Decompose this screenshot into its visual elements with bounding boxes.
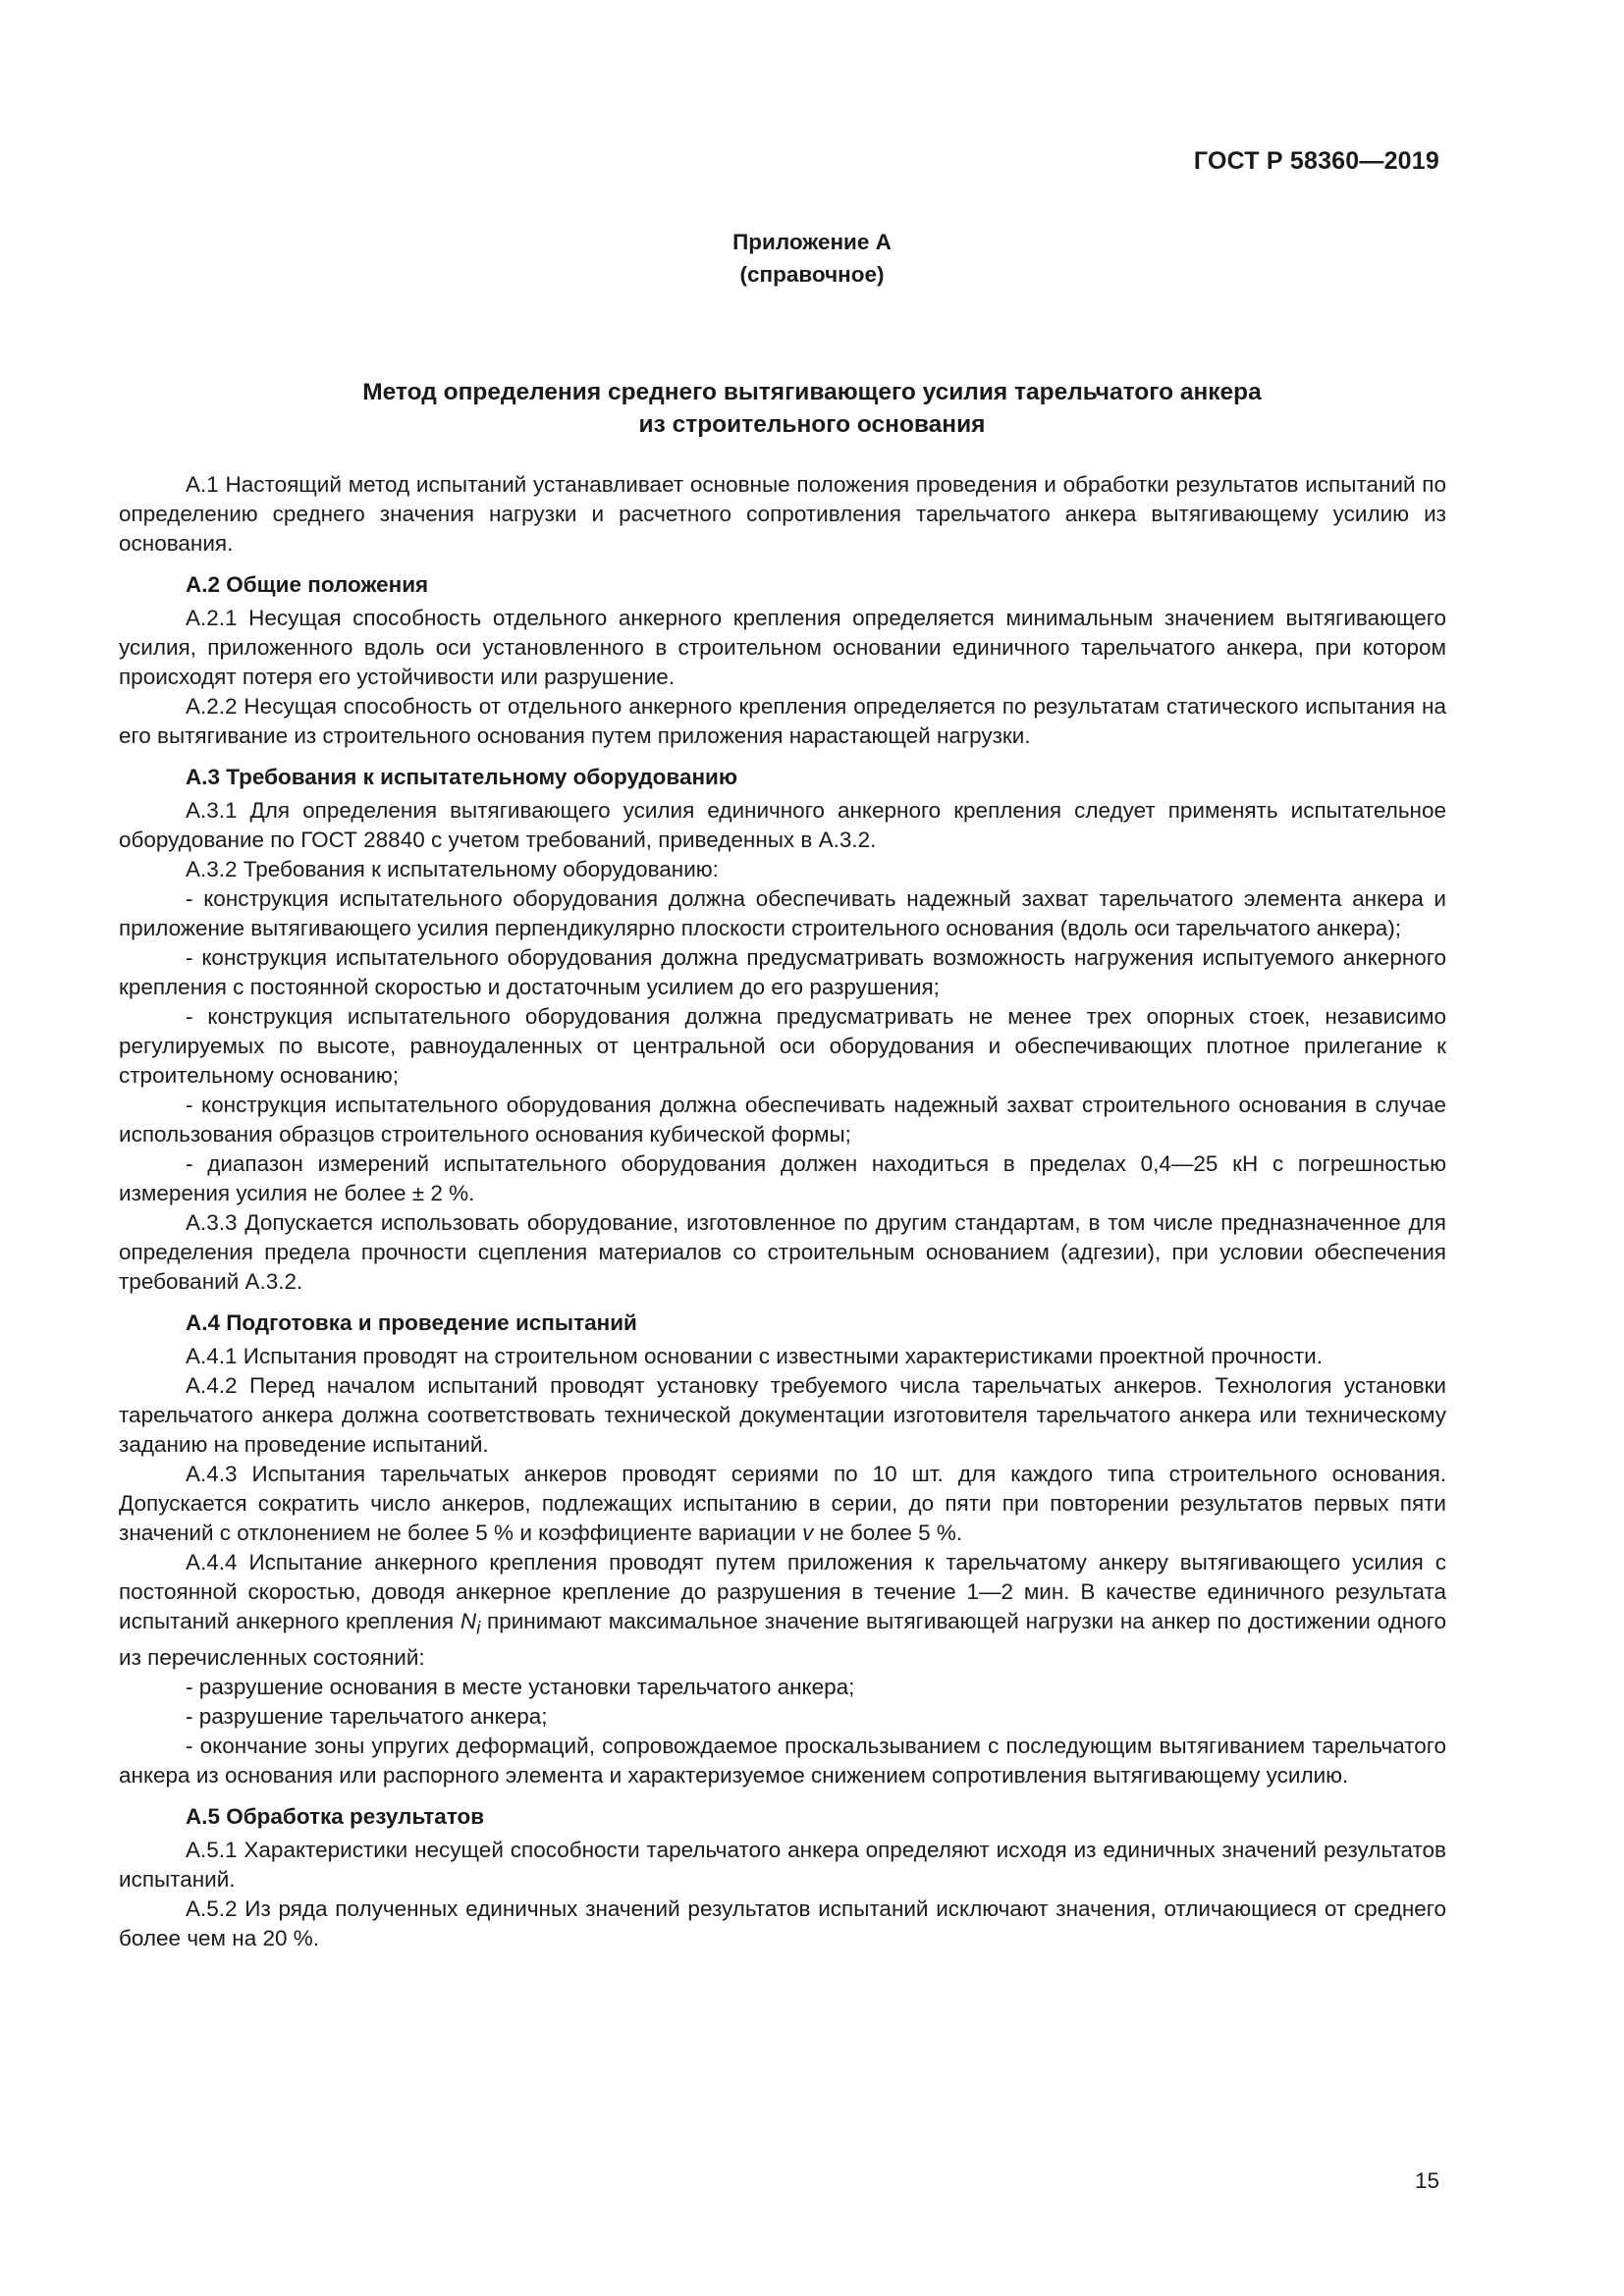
paragraph-a3-3: А.3.3 Допускается использовать оборудование, изготовленное по другим стандартам, в том числе предназначенное для определения предела прочности сцепления материалов со строительным основанием (адгезии), при условии обеспечения требований А.3.2. bbox=[119, 1210, 1446, 1294]
paragraph-a2-2: А.2.2 Несущая способность от отдельного анкерного крепления определяется по результатам статического испытания на его вытягивание из строительного основания путем приложения нарастающей нагрузки. bbox=[119, 694, 1446, 748]
list-item: - окончание зоны упругих деформаций, сопровождаемое проскальзыванием с последующим вытягиванием тарельчатого анкера из основания или распорного элемента и характеризуемое снижением сопротивления вытягивающему усилию. bbox=[119, 1733, 1446, 1788]
annex-label: Приложение А bbox=[732, 230, 892, 254]
page-number: 15 bbox=[1414, 2168, 1439, 2193]
list-item: - конструкция испытательного оборудования должна предусматривать не менее трех опорных стоек, независимо регулируемых по высоте, равноудаленных от центральной оси оборудования и обеспечивающих плотное прилегание к строительному основанию; bbox=[119, 1004, 1446, 1088]
paragraph-a2-1: А.2.1 Несущая способность отдельного анкерного крепления определяется минимальным значением вытягивающего усилия, приложенного вдоль оси установленного в строительном основании единичного тарельчатого анкера, при котором происходят потеря его устойчивости или разрушение. bbox=[119, 606, 1446, 689]
paragraph-a3-2: А.3.2 Требования к испытательному оборудованию: bbox=[186, 857, 719, 881]
annex-title-line-2: из строительного основания bbox=[638, 411, 986, 438]
paragraph-a1: А.1 Настоящий метод испытаний устанавливает основные положения проведения и обработки результатов испытаний по определению среднего значения нагрузки и расчетного сопротивления тарельчатого анкера вытягивающему усилию из основания. bbox=[119, 472, 1446, 556]
paragraph-a4-4-text-end: принимают максимальное значение вытягивающей нагрузки на анкер по достижении одного из перечисленных состояний: bbox=[119, 1609, 1446, 1670]
paragraph-a4-3 bbox=[119, 1460, 1446, 1548]
annex-heading bbox=[0, 226, 1624, 291]
list-item: - конструкция испытательного оборудования должна обеспечивать надежный захват строительного основания в случае использования образцов строительного основания кубической формы; bbox=[119, 1093, 1446, 1147]
paragraph-a5-2: А.5.2 Из ряда полученных единичных значений результатов испытаний исключают значения, отличающиеся от среднего более чем на 20 %. bbox=[119, 1896, 1446, 1950]
annex-type: (справочное) bbox=[739, 262, 885, 287]
paragraph-a4-1: А.4.1 Испытания проводят на строительном основании с известными характеристиками проектной прочности. bbox=[186, 1344, 1323, 1368]
result-symbol: N bbox=[460, 1609, 477, 1633]
section-heading-a2: А.2 Общие положения bbox=[186, 572, 429, 597]
list-item: - разрушение тарельчатого анкера; bbox=[186, 1703, 548, 1729]
section-heading-a5: А.5 Обработка результатов bbox=[186, 1803, 485, 1829]
list-item: - разрушение основания в месте установки тарельчатого анкера; bbox=[186, 1674, 855, 1699]
paragraph-a4-3-text: А.4.3 Испытания тарельчатых анкеров проводят сериями по 10 шт. для каждого типа строительного основания. Допускается сократить число анкеров, подлежащих испытанию в серии, до пяти при повторении результатов первых пяти значений с отклонением не более 5 % и коэффициенте вариации bbox=[119, 1462, 1446, 1545]
document-body bbox=[119, 470, 1446, 1953]
paragraph-a4-4-text: А.4.4 Испытание анкерного крепления проводят путем приложения к тарельчатому анкеру вытягивающего усилия с постоянной скоростью, доводя анкерное крепление до разрушения в течение 1—2 мин. В качестве единичного результата испытаний анкерного крепления bbox=[119, 1550, 1446, 1633]
result-symbol-index-text: i bbox=[476, 1617, 481, 1638]
variation-coefficient-symbol: v bbox=[802, 1521, 814, 1545]
list-item: - конструкция испытательного оборудования должна предусматривать возможность нагружения испытуемого анкерного крепления с постоянной скоростью и достаточным усилием до его разрушения; bbox=[119, 945, 1446, 999]
paragraph-a4-4 bbox=[119, 1548, 1446, 1673]
paragraph-a4-3-text-end: не более 5 %. bbox=[813, 1521, 963, 1545]
paragraph-a5-1: А.5.1 Характеристики несущей способности тарельчатого анкера определяют исходя из единичных значений результатов испытаний. bbox=[119, 1837, 1446, 1892]
list-item: - конструкция испытательного оборудования должна обеспечивать надежный захват тарельчатого элемента анкера и приложение вытягивающего усилия перпендикулярно плоскости строительного основания (вдоль оси тарельчатого анкера); bbox=[119, 886, 1446, 940]
document-code: ГОСТ Р 58360—2019 bbox=[1193, 147, 1439, 175]
annex-title bbox=[0, 376, 1624, 441]
annex-title-line-1: Метод определения среднего вытягивающего усилия тарельчатого анкера bbox=[362, 379, 1262, 405]
section-heading-a4: А.4 Подготовка и проведение испытаний bbox=[186, 1310, 637, 1335]
paragraph-a3-1: А.3.1 Для определения вытягивающего усилия единичного анкерного крепления следует применять испытательное оборудование по ГОСТ 28840 с учетом требований, приведенных в А.3.2. bbox=[119, 798, 1446, 852]
list-item: - диапазон измерений испытательного оборудования должен находиться в пределах 0,4—25 кН с погрешностью измерения усилия не более ± 2 %. bbox=[119, 1151, 1446, 1205]
section-heading-a3: А.3 Требования к испытательному оборудованию bbox=[186, 765, 738, 789]
paragraph-a4-2: А.4.2 Перед началом испытаний проводят установку требуемого числа тарельчатых анкеров. Технология установки тарельчатого анкера должна соответствовать технической документации изготовителя тарельчатого анкера или техническому заданию на проведение испытаний. bbox=[119, 1373, 1446, 1457]
